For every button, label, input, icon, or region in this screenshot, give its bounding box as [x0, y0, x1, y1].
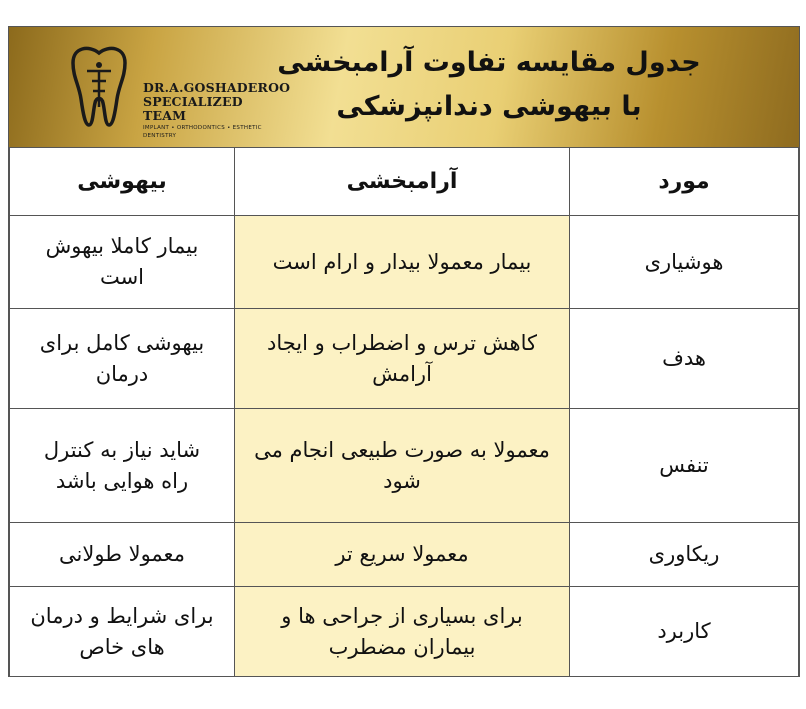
- comparison-table: [9, 147, 799, 677]
- cell-item: هدف: [570, 309, 799, 409]
- table-header-row: [10, 148, 799, 216]
- tooth-logo-icon: [59, 41, 139, 133]
- title-line-2: با بیهوشی دندانپزشکی: [336, 91, 642, 122]
- clinic-logo: [59, 41, 291, 139]
- logo-tagline: IMPLANT • ORTHODONTICS • ESTHETIC DENTISTRY: [143, 125, 262, 139]
- cell-sedation: معمولا سریع تر: [235, 523, 570, 587]
- header-banner: [9, 27, 799, 148]
- cell-anesthesia: معمولا طولانی: [10, 523, 235, 587]
- page-title: [259, 41, 719, 129]
- table-row: [10, 309, 799, 409]
- cell-anesthesia: برای شرایط و درمان های خاص: [10, 587, 235, 677]
- cell-item: کاربرد: [570, 587, 799, 677]
- cell-anesthesia: بیمار کاملا بیهوش است: [10, 216, 235, 309]
- title-line-1: جدول مقایسه تفاوت آرامبخشی: [277, 47, 701, 78]
- table-row: [10, 216, 799, 309]
- table-row: [10, 409, 799, 523]
- cell-sedation: برای بسیاری از جراحی ها و بیماران مضطرب: [235, 587, 570, 677]
- cell-item: تنفس: [570, 409, 799, 523]
- cell-sedation: معمولا به صورت طبیعی انجام می شود: [235, 409, 570, 523]
- header-item: مورد: [570, 148, 799, 216]
- cell-anesthesia: شاید نیاز به کنترل راه هوایی باشد: [10, 409, 235, 523]
- logo-name-line-1: DR.A.GOSHADEROO: [143, 80, 291, 95]
- cell-item: ریکاوری: [570, 523, 799, 587]
- comparison-frame: [8, 26, 800, 677]
- logo-text: [143, 81, 290, 140]
- cell-sedation: کاهش ترس و اضطراب و ایجاد آرامش: [235, 309, 570, 409]
- logo-name-line-2: SPECIALIZED TEAM: [143, 94, 243, 123]
- cell-sedation: بیمار معمولا بیدار و ارام است: [235, 216, 570, 309]
- cell-item: هوشیاری: [570, 216, 799, 309]
- header-sedation: آرامبخشی: [235, 148, 570, 216]
- cell-anesthesia: بیهوشی کامل برای درمان: [10, 309, 235, 409]
- table-row: [10, 587, 799, 677]
- header-anesthesia: بیهوشی: [10, 148, 235, 216]
- table-row: [10, 523, 799, 587]
